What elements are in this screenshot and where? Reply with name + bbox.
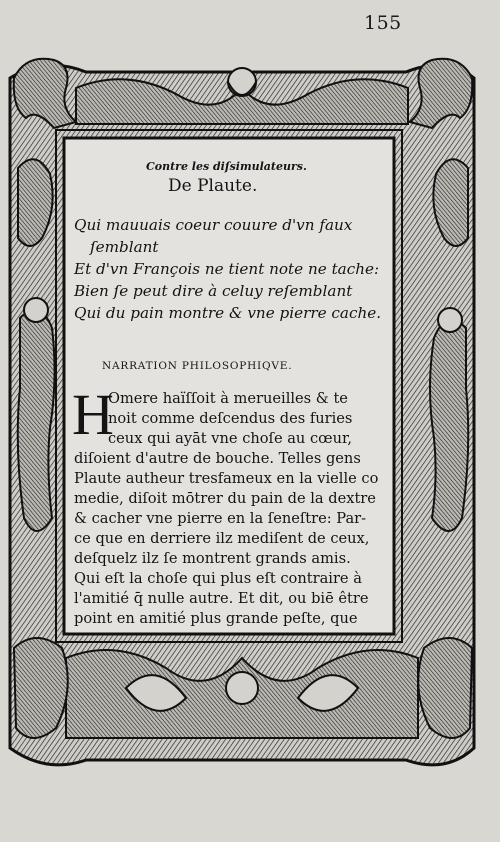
body-line: diſoient d'autre de bouche. Telles gens [74,450,361,467]
running-header: Contre les diſsimulateurs. [146,160,307,173]
verse-line: Qui mauuais coeur couure d'vn faux [74,216,353,234]
verse-line: Qui du pain montre & vne pierre cache. [74,304,382,322]
body-line: deſquelz ilz ſe montrent grands amis. [74,550,351,567]
body-line: medie, diſoit mōtrer du pain de la dextre [74,490,376,507]
body-line: Plaute autheur tresfameux en la vielle co [74,470,379,487]
verse-line: Et d'vn François ne tient note ne tache: [74,260,380,278]
verse-line: ſemblant [90,238,159,256]
body-line: l'amitié q̄ nulle autre. Et dit, ou biē être [74,590,369,607]
body-line: & cacher vne pierre en la ſeneſtre: Par- [74,510,367,527]
verse-line: Bien ſe peut dire à celuy reſemblant [74,282,353,300]
body-line: point en amitié plus grande peſte, que [74,610,358,627]
heading: De Plaute. [168,176,258,196]
drop-cap: H [72,382,114,447]
body-line: Omere haïſſoit à merueilles & te [108,390,348,407]
page-number: 155 [364,12,402,34]
body-line: ceux qui ayāt vne choſe au cœur, [108,430,352,447]
body-line: ce que en derriere ilz mediſent de ceux, [74,530,370,547]
body-line: Qui eſt la choſe qui plus eſt contraire à [74,570,362,587]
section-title: NARRATION PHILOSOPHIQVE. [102,360,293,372]
body-line: noit comme deſcendus des furies [108,410,353,427]
verse-epigram [74,214,380,324]
body-text [72,382,379,629]
